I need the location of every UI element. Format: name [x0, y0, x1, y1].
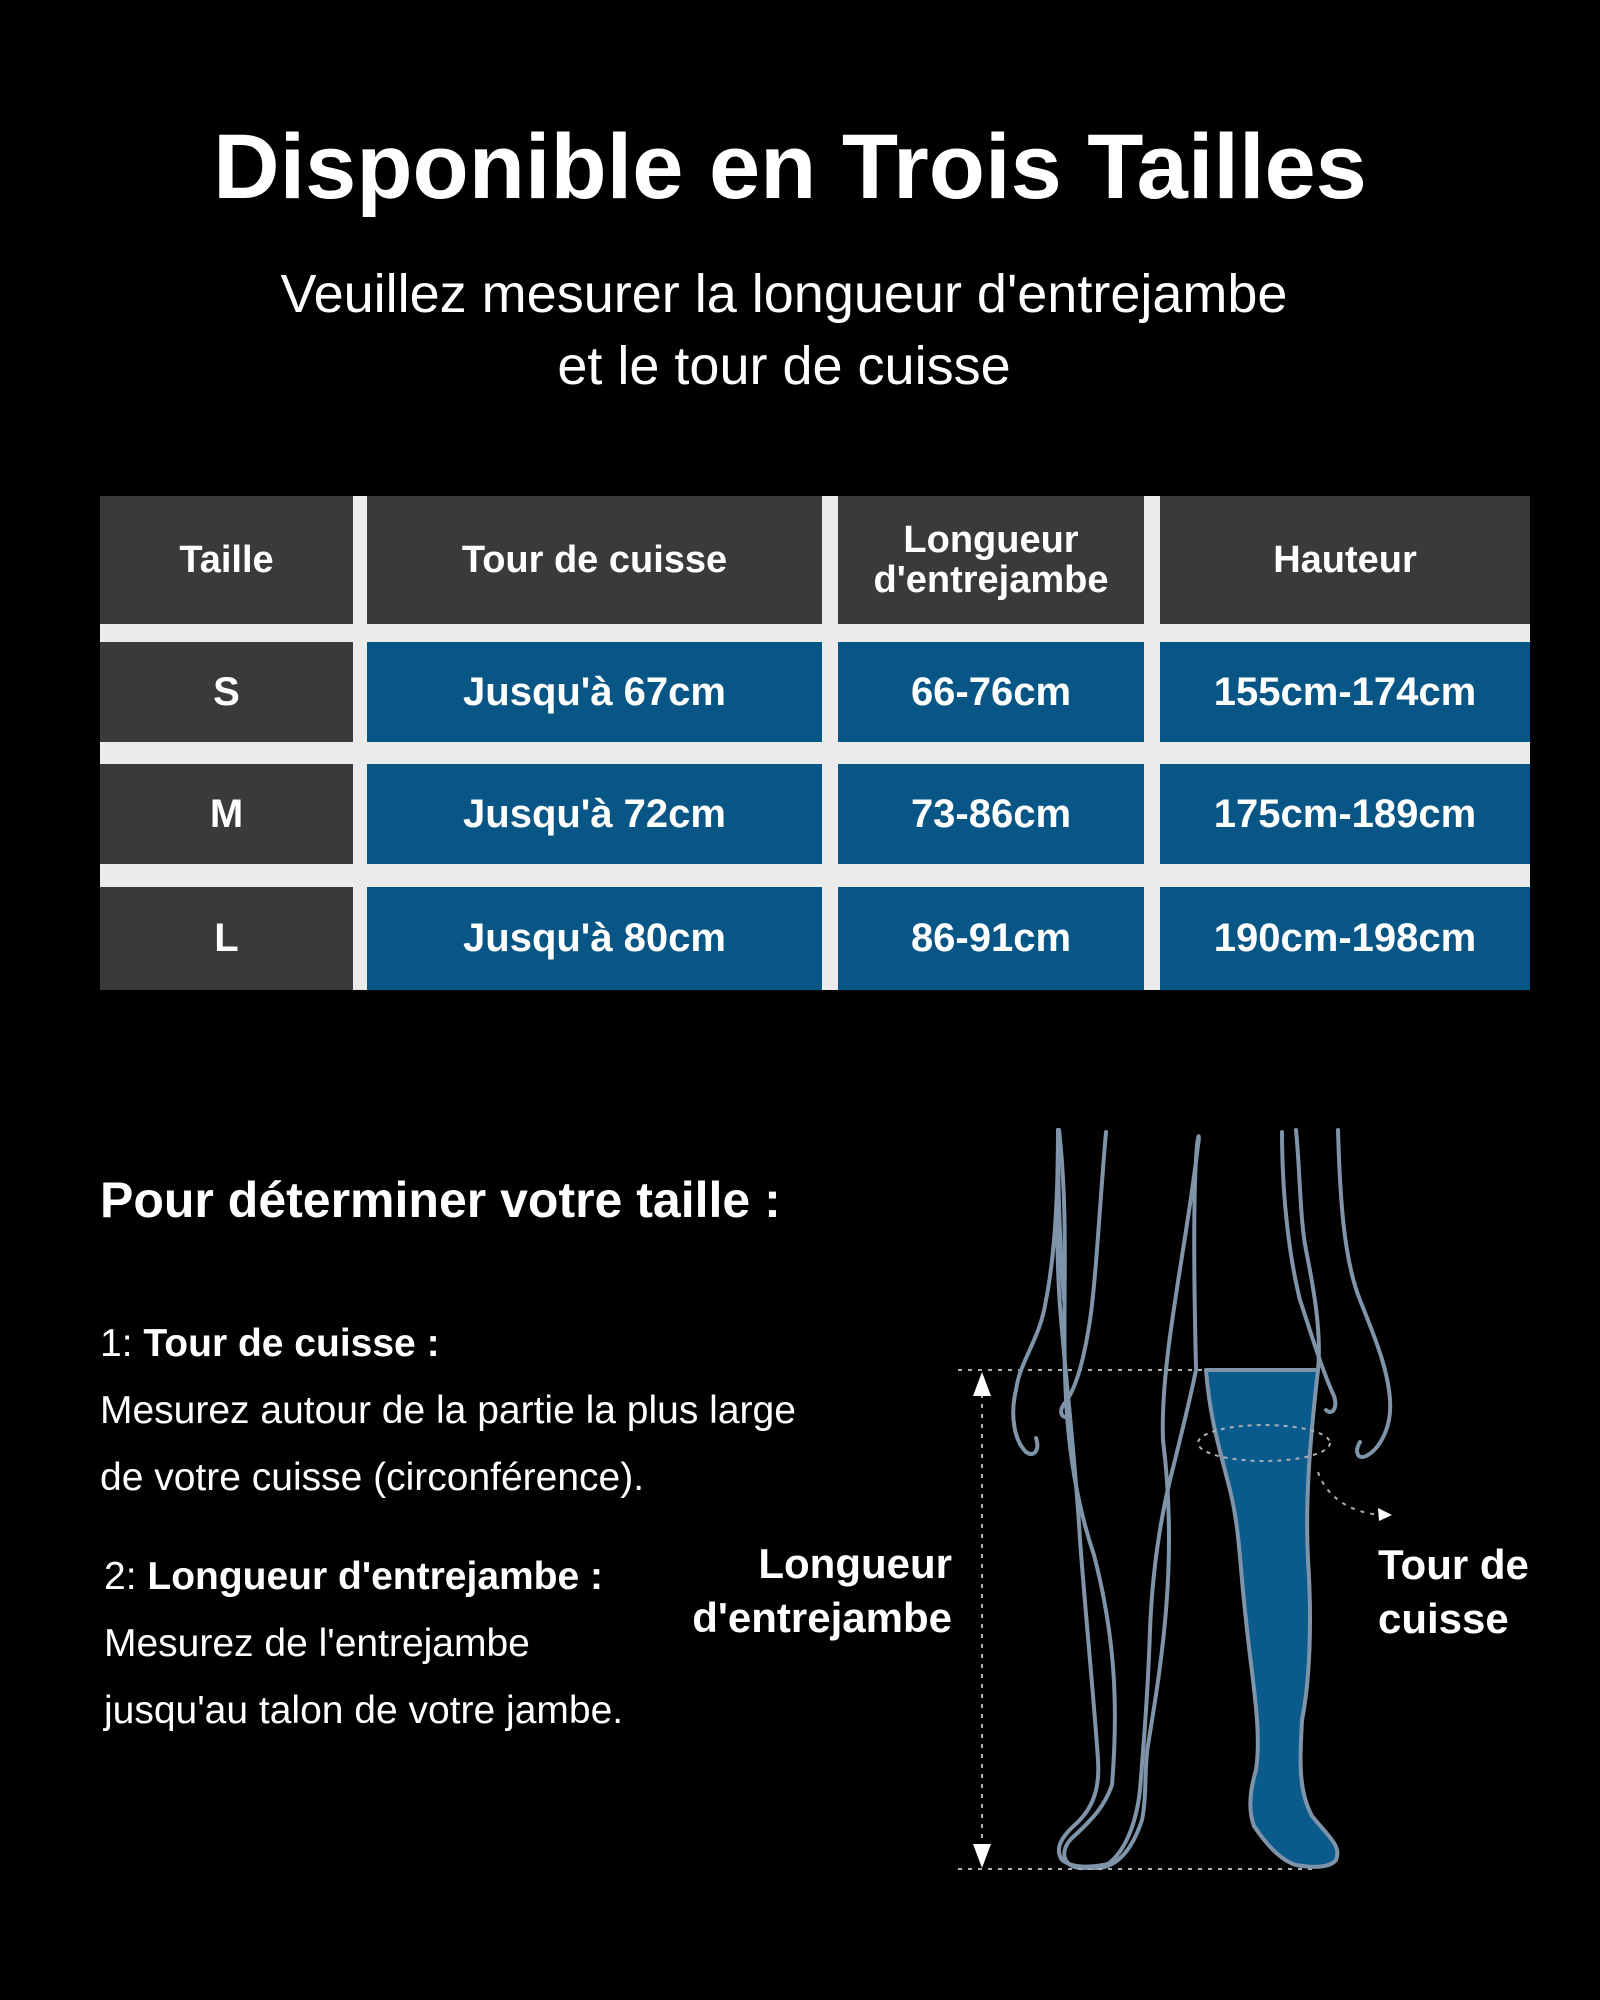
thigh-label-line-1: Tour de: [1378, 1541, 1529, 1588]
row-m-height: 175cm-189cm: [1160, 764, 1530, 864]
header-height: Hauteur: [1160, 496, 1530, 624]
header-thigh: Tour de cuisse: [367, 496, 822, 624]
row-m-thigh: Jusqu'à 72cm: [367, 764, 822, 864]
page-title: Disponible en Trois Tailles: [213, 116, 1367, 218]
right-arm-outline: [1338, 1130, 1390, 1457]
thigh-label-line-2: cuisse: [1378, 1595, 1509, 1642]
step-thigh-number: 1:: [100, 1322, 144, 1365]
inseam-label-line-2: d'entrejambe: [692, 1594, 952, 1641]
step-inseam-line-2: jusqu'au talon de votre jambe.: [104, 1689, 624, 1732]
inseam-arrow-up: [973, 1372, 991, 1396]
row-l-thigh: Jusqu'à 80cm: [367, 887, 822, 990]
step-thigh-line-1: Mesurez autour de la partie la plus large: [100, 1389, 796, 1432]
row-l-inseam: 86-91cm: [838, 887, 1144, 990]
step-inseam-label: Longueur d'entrejambe :: [147, 1555, 604, 1598]
left-leg-outer-outline: [1057, 1130, 1108, 1867]
row-l-size: L: [100, 887, 353, 990]
row-s-thigh: Jusqu'à 67cm: [367, 642, 822, 742]
thigh-label: [1378, 1538, 1529, 1646]
inseam-label-line-1: Longueur: [758, 1540, 952, 1587]
header-size: Taille: [100, 496, 353, 624]
left-leg-inner-outline: [1108, 1370, 1196, 1864]
subtitle-line-2: et le tour de cuisse: [557, 336, 1011, 396]
howto-title: Pour déterminer votre taille :: [100, 1172, 781, 1228]
left-arm-outline: [1013, 1130, 1058, 1454]
step-thigh-line-2: de votre cuisse (circonférence).: [100, 1456, 645, 1499]
step-inseam-number: 2:: [104, 1555, 148, 1598]
step-inseam-line-1: Mesurez de l'entrejambe: [104, 1622, 530, 1665]
row-m-size: M: [100, 764, 353, 864]
header-inseam-line-2: d'entrejambe: [873, 559, 1109, 601]
row-s-inseam: 66-76cm: [838, 642, 1144, 742]
thigh-arrow-head: [1378, 1508, 1392, 1521]
row-s-height: 155cm-174cm: [1160, 642, 1530, 742]
thigh-pointer-line: [1318, 1472, 1384, 1515]
right-leg-outer-outline: [1296, 1130, 1319, 1370]
stocking: [1206, 1370, 1337, 1867]
step-thigh-label: Tour de cuisse :: [143, 1322, 440, 1365]
row-l-height: 190cm-198cm: [1160, 887, 1530, 990]
inseam-label: [640, 1537, 952, 1645]
row-m-inseam: 73-86cm: [838, 764, 1144, 864]
header-inseam-line-1: Longueur: [903, 519, 1079, 561]
inseam-arrow-down: [973, 1844, 991, 1868]
subtitle-line-1: Veuillez mesurer la longueur d'entrejambe: [280, 264, 1288, 324]
row-s-size: S: [100, 642, 353, 742]
